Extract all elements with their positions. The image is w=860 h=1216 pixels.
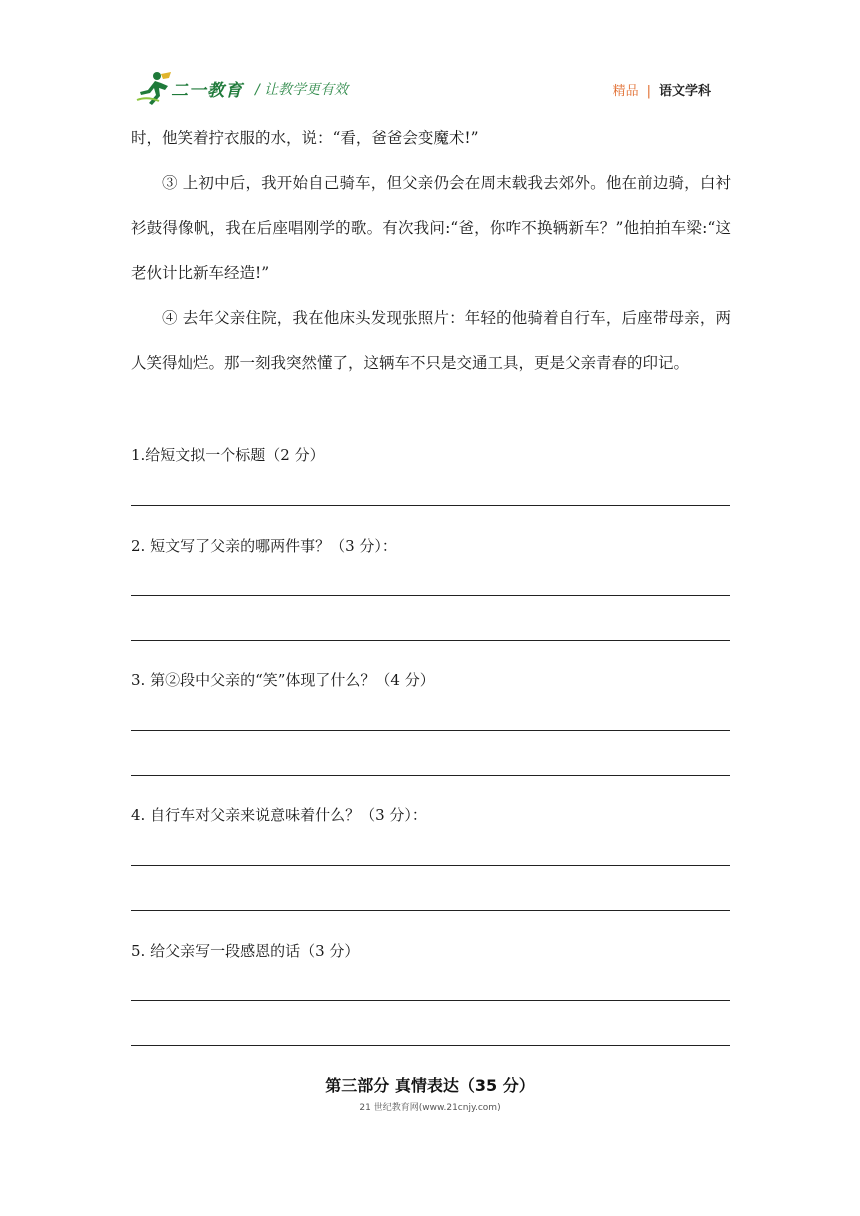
question-2: 2. 短文写了父亲的哪两件事？（3 分）： <box>131 537 397 555</box>
answer-line[interactable] <box>131 910 730 911</box>
page-header <box>135 70 725 106</box>
header-right <box>613 80 711 99</box>
page-footer: 21 世纪教育网(www.21cnjy.com) <box>359 1103 501 1113</box>
answer-line[interactable] <box>131 730 730 731</box>
question-1: 1.给短文拟一个标题（2 分） <box>131 446 325 464</box>
subject-label: 语文学科 <box>658 84 711 99</box>
answer-line[interactable] <box>131 505 730 506</box>
answer-line[interactable] <box>131 1000 730 1001</box>
quality-label: 精品 <box>612 84 639 99</box>
answer-line[interactable] <box>131 775 730 776</box>
logo <box>135 70 245 106</box>
header-separator: | <box>646 84 651 99</box>
question-5: 5. 给父亲写一段感恩的话（3 分） <box>131 942 360 960</box>
passage-paragraph-3: ③ 上初中后，我开始自己骑车，但父亲仍会在周末载我去郊外。他在前边骑，白衬衫鼓得像帆，我在后座唱刚学的歌。有次我问:“爸，你咋不换辆新车？”他拍拍车梁:“这老伙计比新车经造!” <box>131 174 731 282</box>
section-title: 第三部分 真情表达（35 分） <box>325 1076 535 1095</box>
header-slogan: / 让教学更有效 <box>255 82 349 98</box>
passage-paragraph-1: 时，他笑着拧衣服的水，说：“看，爸爸会变魔术!” <box>131 129 479 147</box>
answer-line[interactable] <box>131 640 730 641</box>
answer-line[interactable] <box>131 1045 730 1046</box>
logo-text: 二一教育 <box>171 81 243 101</box>
answer-line[interactable] <box>131 865 730 866</box>
passage-paragraph-4: ④ 去年父亲住院，我在他床头发现张照片：年轻的他骑着自行车，后座带母亲，两人笑得灿烂。那一刻我突然懂了，这辆车不只是交通工具，更是父亲青春的印记。 <box>131 309 731 372</box>
question-3: 3. 第②段中父亲的“笑”体现了什么？（4 分） <box>131 671 435 689</box>
runner-logo-icon <box>135 70 175 106</box>
question-4: 4. 自行车对父亲来说意味着什么？（3 分）： <box>131 806 427 824</box>
answer-line[interactable] <box>131 595 730 596</box>
